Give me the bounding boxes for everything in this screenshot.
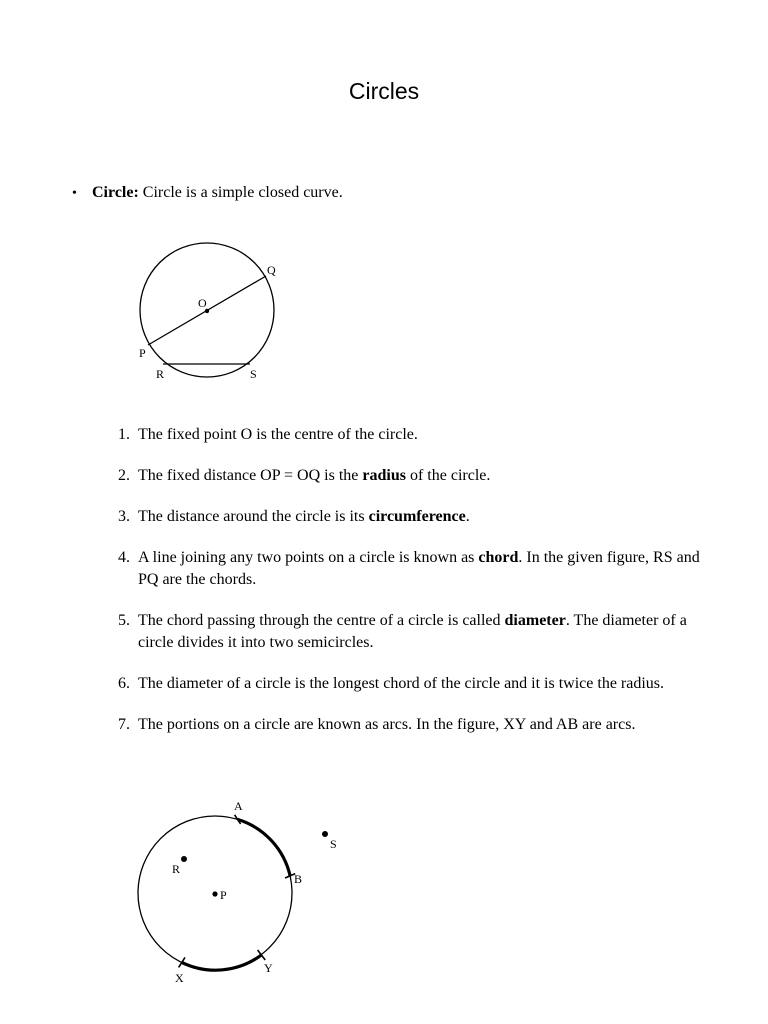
list-item	[118, 714, 708, 736]
list-keyword: diameter	[504, 612, 566, 629]
list-item	[118, 424, 708, 446]
arc-ab	[238, 819, 291, 875]
list-item	[118, 673, 708, 695]
label-p: P	[139, 346, 146, 360]
list-keyword: radius	[362, 467, 406, 484]
label-s: S	[250, 367, 257, 381]
list-text	[138, 465, 708, 487]
list-item	[118, 465, 708, 487]
label-x: X	[175, 971, 184, 985]
label-r: R	[156, 367, 165, 381]
point-r	[181, 856, 187, 862]
circle-chord-diagram	[128, 240, 288, 390]
list-text-part: The distance around the circle is its	[138, 508, 369, 525]
list-keyword: circumference	[368, 508, 466, 525]
list-number: 6.	[118, 675, 130, 692]
definition-text: Circle is a simple closed curve.	[138, 184, 343, 201]
definition-bullet	[72, 182, 343, 205]
list-text	[138, 424, 708, 446]
list-text	[138, 610, 708, 654]
list-text-part: . The diameter of a circle divides it into two semicircles.	[138, 612, 687, 651]
label-q: Q	[267, 263, 276, 277]
list-number: 4.	[118, 549, 130, 566]
list-keyword: chord	[478, 549, 519, 566]
label-r: R	[172, 862, 181, 876]
list-text-part: A line joining any two points on a circle is known as	[138, 549, 479, 566]
arc-xy	[182, 955, 262, 970]
list-text	[138, 547, 708, 591]
label-s: S	[330, 837, 337, 851]
list-number: 3.	[118, 508, 130, 525]
list-text-part: The portions on a circle are known as arcs. In the figure, XY and AB are arcs.	[138, 716, 636, 733]
list-number: 7.	[118, 716, 130, 733]
list-text	[138, 673, 708, 695]
list-number: 5.	[118, 612, 130, 629]
list-text-part: The diameter of a circle is the longest chord of the circle and it is twice the radius.	[138, 675, 665, 692]
label-b: B	[294, 872, 303, 886]
list-item	[118, 610, 708, 654]
list-text-part: The fixed distance OP = OQ is the	[138, 467, 363, 484]
list-number: 2.	[118, 467, 130, 484]
label-a: A	[234, 799, 243, 813]
label-p: P	[220, 888, 227, 902]
list-item	[118, 506, 708, 528]
label-o: O	[198, 296, 207, 310]
point-s	[322, 831, 328, 837]
list-text-part: The fixed point O is the centre of the circle.	[138, 426, 418, 443]
circle-facts-list	[118, 424, 708, 755]
bullet-dot: •	[72, 186, 77, 201]
list-text-part: .	[465, 508, 470, 525]
page-title: Circles	[348, 78, 420, 104]
list-text	[138, 714, 708, 736]
label-y: Y	[264, 961, 273, 975]
definition-term: Circle:	[92, 184, 139, 201]
list-text-part: The chord passing through the centre of a circle is called	[138, 612, 505, 629]
list-text-part: of the circle.	[405, 467, 491, 484]
list-text	[138, 506, 708, 528]
list-text-part: . In the given figure, RS and PQ are the chords.	[138, 549, 700, 588]
point-p	[212, 891, 217, 896]
list-number: 1.	[118, 426, 130, 443]
list-item	[118, 547, 708, 591]
circle-arcs-diagram	[130, 795, 360, 995]
